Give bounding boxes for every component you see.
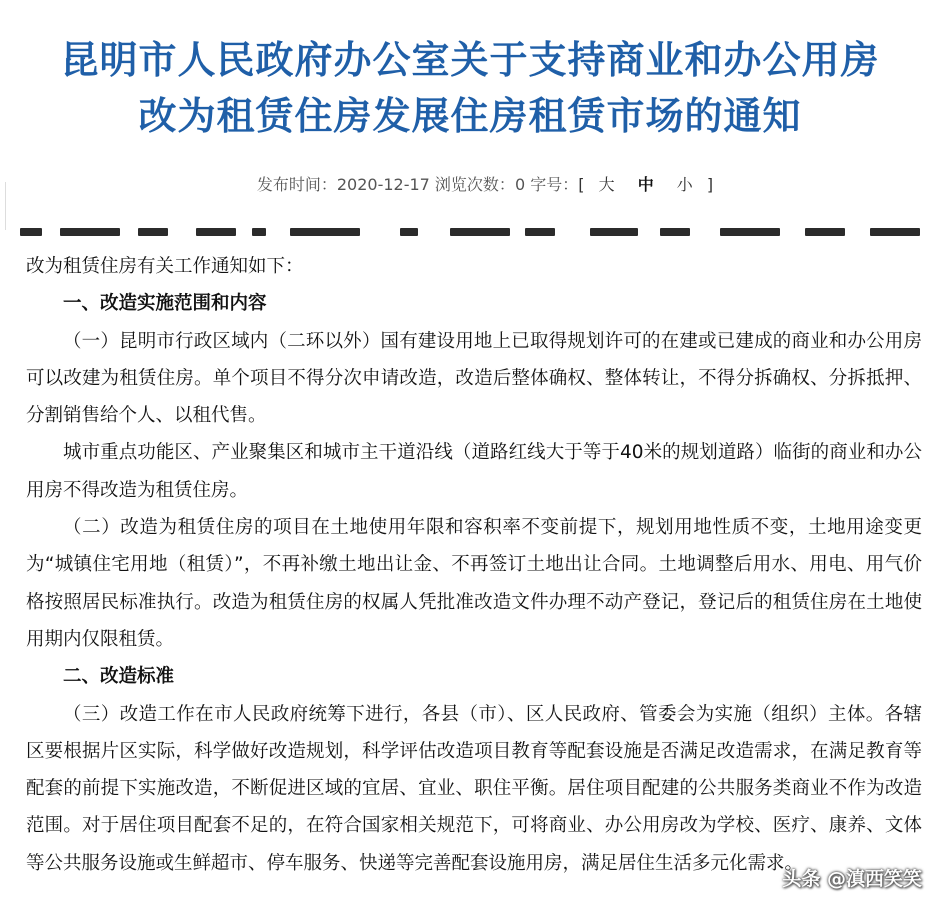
bracket-open: [ — [578, 175, 585, 194]
watermark: 头条 @滇西笑笑 — [782, 868, 922, 890]
divider — [5, 182, 6, 230]
font-size-small-button[interactable]: 小 — [676, 175, 693, 194]
publish-label: 发布时间： — [256, 175, 337, 194]
publish-date: 2020-12-17 — [336, 175, 430, 194]
title-line-2: 改为租赁住房发展住房租赁市场的通知 — [138, 94, 802, 138]
paragraph-2: 城市重点功能区、产业聚集区和城市主干道沿线（道路红线大于等于40米的规划道路）临街的商业和办公用房不得改造为租赁住房。 — [26, 442, 922, 501]
cropped-text-line — [20, 226, 935, 238]
article-body — [26, 248, 922, 882]
paragraph-3: （二）改造为租赁住房的项目在土地使用年限和容积率不变前提下，规划用地性质不变，土地用途变更为“城镇住宅用地（租赁）”，不再补缴土地出让金、不再签订土地出让合同。土地调整后用水、用电、用气价格按照居民标准执行。改造为租赁住房的权属人凭批准改造文件办理不动产登记，登记后的租赁住房在土地使用期内仅限租赁。 — [26, 517, 922, 650]
views-count: 0 — [514, 175, 526, 194]
bracket-close: ] — [706, 175, 714, 194]
section-heading-2: 二、改造标准 — [63, 666, 175, 688]
article-meta — [0, 172, 940, 198]
title-line-1: 昆明市人民政府办公室关于支持商业和办公用房 — [60, 38, 880, 82]
font-size-large-button[interactable]: 大 — [598, 175, 615, 194]
paragraph-intro: 改为租赁住房有关工作通知如下： — [26, 256, 304, 277]
paragraph-1: （一）昆明市行政区域内（二环以外）国有建设用地上已取得规划许可的在建或已建成的商业和办公用房可以改建为租赁住房。单个项目不得分次申请改造，改造后整体确权、整体转让，不得分拆确权、分拆抵押、分割销售给个人、以租代售。 — [26, 330, 922, 427]
article-title — [0, 32, 940, 144]
font-size-label: 字号： — [530, 175, 579, 194]
views-label: 浏览次数： — [434, 175, 515, 194]
article-header — [0, 0, 940, 228]
paragraph-4: （三）改造工作在市人民政府统筹下进行，各县（市）、区人民政府、管委会为实施（组织）主体。各辖区要根据片区实际，科学做好改造规划，科学评估改造项目教育等配套设施是否满足改造需求，在满足教育等配套的前提下实施改造，不断促进区域的宜居、宜业、职住平衡。居住项目配建的公共服务类商业不作为改造范围。对于居住项目配套不足的，在符合国家相关规范下，可将商业、办公用房改为学校、医疗、康养、文体等公共服务设施或生鲜超市、停车服务、快递等完善配套设施用房，满足居住生活多元化需求。 — [26, 703, 922, 874]
font-size-medium-button[interactable]: 中 — [637, 175, 654, 194]
section-heading-1: 一、改造实施范围和内容 — [63, 293, 267, 315]
